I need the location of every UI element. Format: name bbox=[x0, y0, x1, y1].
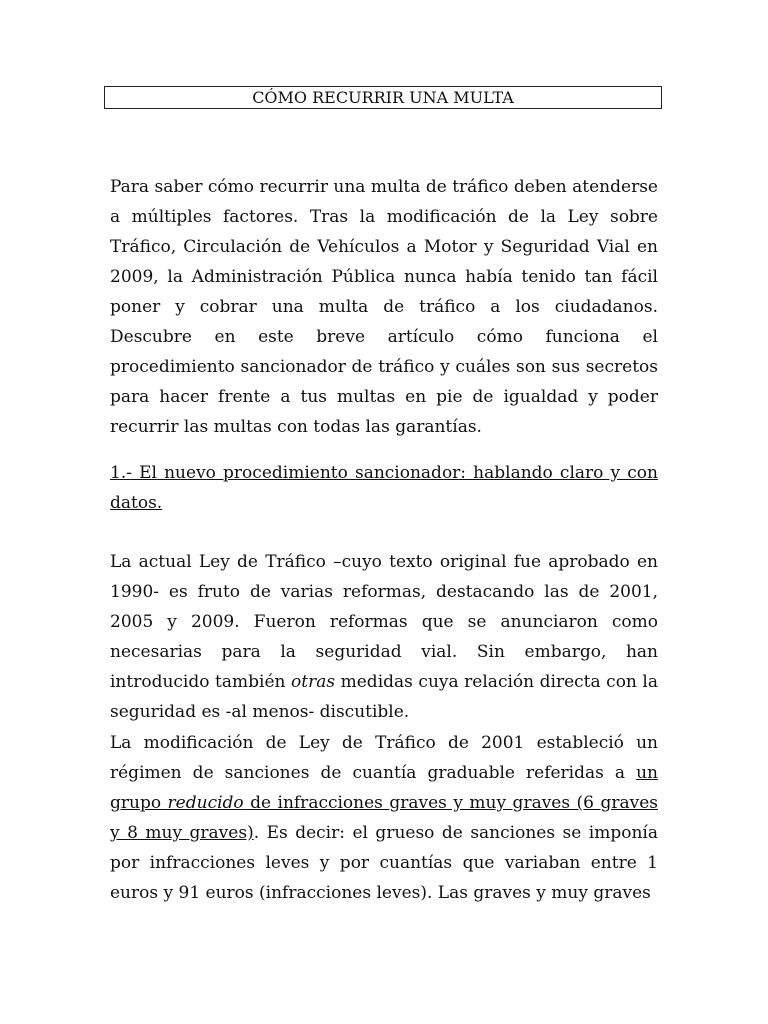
intro-paragraph: Para saber cómo recurrir una multa de tráfico deben atenderse a múltiples factores. Tras la modificación de la Ley sobre Tráfico, Circulación de Vehículos a Motor y Seguridad Vial en 2009, la Administración Pública nunca había tenido tan fácil poner y cobrar una multa de tráfico a los ciudadanos. Descubre en este breve artículo cómo funciona el procedimiento sancionador de tráfico y cuáles son sus secretos para hacer frente a tus multas en pie de igualdad y poder recurrir las multas con todas las garantías. bbox=[110, 177, 658, 437]
paragraph-text: medidas cuya relación directa con la seguridad es -al menos- discutible. bbox=[110, 672, 659, 722]
underlined-text: un grupo bbox=[110, 763, 658, 813]
paragraph-text: La actual Ley de Tráfico –cuyo texto original fue aprobado en 1990- es fruto de varias reformas, destacando las de 2001, 2005 y 2009. Fueron reformas que se anunciaron como necesarias para la seguridad vial. Sin embargo, han introducido también bbox=[110, 552, 658, 692]
paragraph-modificacion-2001 bbox=[110, 728, 658, 908]
document-title: CÓMO RECURRIR UNA MULTA bbox=[104, 86, 662, 109]
paragraph-text: La modificación de Ley de Tráfico de 2001 estableció un régimen de sanciones de cuantía graduable referidas a bbox=[110, 733, 658, 783]
paragraph-text: . Es decir: el grueso de sanciones se imponía por infracciones leves y por cuantías que variaban entre 1 euros y 91 euros (infracciones leves). Las graves y muy graves bbox=[110, 823, 658, 903]
underlined-text: de infracciones graves y muy graves (6 graves y 8 muy graves) bbox=[110, 793, 658, 843]
section-heading: 1.- El nuevo procedimiento sancionador: hablando claro y con datos. bbox=[110, 463, 658, 513]
italic-word: otras bbox=[291, 672, 336, 692]
paragraph-ley-trafico bbox=[110, 547, 658, 727]
underlined-italic-word: reducido bbox=[167, 793, 244, 813]
